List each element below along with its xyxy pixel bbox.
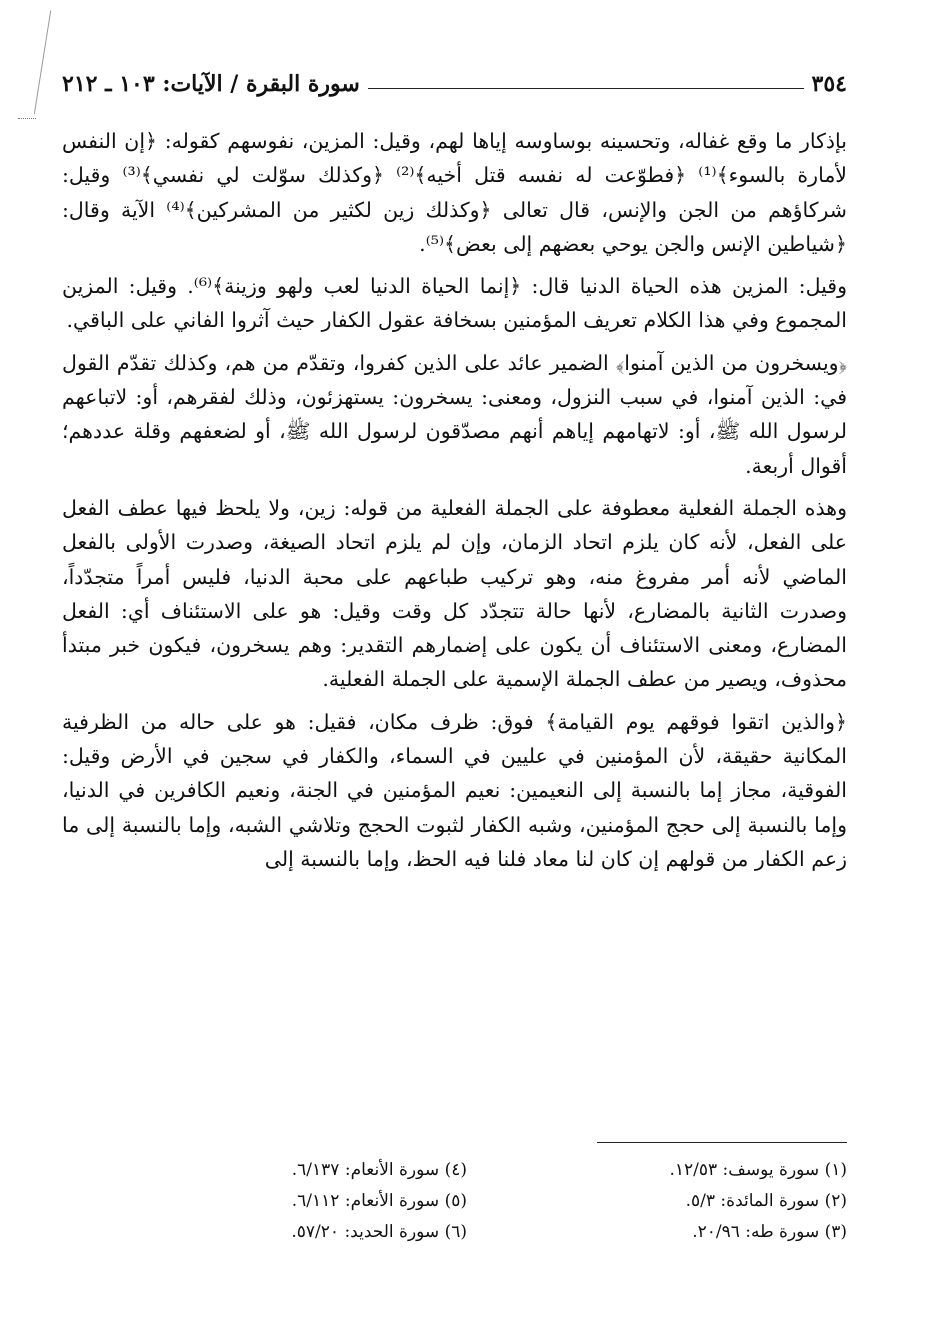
paragraph: وقيل: المزين هذه الحياة الدنيا قال: ﴿إنما الحياة الدنيا لعب ولهو وزينة﴾⁽⁶⁾. وقيل: المزين المجموع وفي هذا الكلام تعريف المؤمنين بسخافة عقول الكفار حيث آثروا الفاني على الباقي.	[62, 274, 847, 333]
footnote: (١) سورة يوسف: ١٢/٥٣.	[669, 1160, 847, 1180]
running-header	[62, 66, 847, 102]
footnote: (٦) سورة الحديد: ٥٧/٢٠.	[291, 1222, 467, 1242]
footnotes-column-left	[107, 1155, 467, 1248]
scan-artifact-line	[34, 11, 51, 115]
footnote-separator	[597, 1142, 847, 1143]
footnote: (٥) سورة الأنعام: ٦/١١٢.	[291, 1191, 467, 1211]
paragraph: وهذه الجملة الفعلية معطوفة على الجملة الفعلية من قوله: زين، ولا يلحظ فيها عطف الفعل على الفعل، لأنه كان يلزم اتحاد الزمان، وإن لم يلزم اتحاد الصيغة، وصدرت الأولى بالفعل الماضي لأنه أمر مفروغ منه، وهو تركيب طباعهم على محبة الدنيا، فليس أمراً متجدّداً، وصدرت الثانية بالمضارع، لأنها حالة تتجدّد كل وقت وقيل: هو على الاستئناف أي: الفعل المضارع، ومعنى الاستئناف أن يكون على إضمارهم التقدير: وهم يسخرون، فيكون خبر مبتدأ محذوف، ويصير من عطف الجملة الإسمية على الجملة الفعلية.	[62, 495, 847, 692]
header-rule	[368, 88, 804, 89]
main-text	[62, 124, 847, 876]
paragraph: ﴿ويسخرون من الذين آمنوا﴾ الضمير عائد على الذين كفروا، وتقدّم من هم، وكذلك تقدّم القول في: الذين آمنوا، في سبب النزول، ومعنى: يسخرون: يستهزئون، وذلك لفقرهم، أو: لاتباعهم لرسول الله ﷺ، أو: لاتهامهم إياهم أنهم مصدّقون لرسول الله ﷺ، أو لضعفهم وقلة عددهم؛ أقوال أربعة.	[62, 350, 847, 478]
footnote: (٣) سورة طه: ٢٠/٩٦.	[692, 1222, 847, 1242]
scan-artifact-dots	[18, 118, 36, 120]
paragraph: بإذكار ما وقع غفاله، وتحسينه بوساوسه إياها لهم، وقيل: المزين، نفوسهم كقوله: ﴿إن النفس لأمارة بالسوء﴾⁽¹⁾ ﴿فطوّعت له نفسه قتل أخيه﴾⁽²⁾ ﴿وكذلك سوّلت لي نفسي﴾⁽³⁾ وقيل: شركاؤهم من الجن والإنس، قال تعالى ﴿وكذلك زين لكثير من المشركين﴾⁽⁴⁾ الآية وقال: ﴿شياطين الإنس والجن يوحي بعضهم إلى بعض﴾⁽⁵⁾.	[62, 129, 847, 256]
paragraph: ﴿والذين اتقوا فوقهم يوم القيامة﴾ فوق: ظرف مكان، فقيل: هو على حاله من الظرفية المكانية حقيقة، لأن المؤمنين في عليين في السماء، والكفار في سجين في الأرض وقيل: الفوقية، مجاز إما بالنسبة إلى النعيمين: نعيم المؤمنين في الجنة، ونعيم الكافرين في الدنيا، وإما بالنسبة إلى حجج المؤمنين، وشبه الكفار لثبوت الحجج وتلاشي الشبه، وإما بالنسبة إلى ما زعم الكفار من قولهم إن كان لنا معاد فلنا فيه الحظ، وإما بالنسبة إلى	[62, 709, 847, 871]
footnotes-column-right	[487, 1155, 847, 1248]
footnotes	[62, 1155, 847, 1248]
footnote: (٢) سورة المائدة: ٥/٣.	[685, 1191, 847, 1211]
running-title: سورة البقرة / الآيات: ١٠٣ ـ ٢١٢	[62, 71, 360, 97]
page-number: ٣٥٤	[811, 71, 847, 97]
footnote: (٤) سورة الأنعام: ٦/١٣٧.	[291, 1160, 467, 1180]
